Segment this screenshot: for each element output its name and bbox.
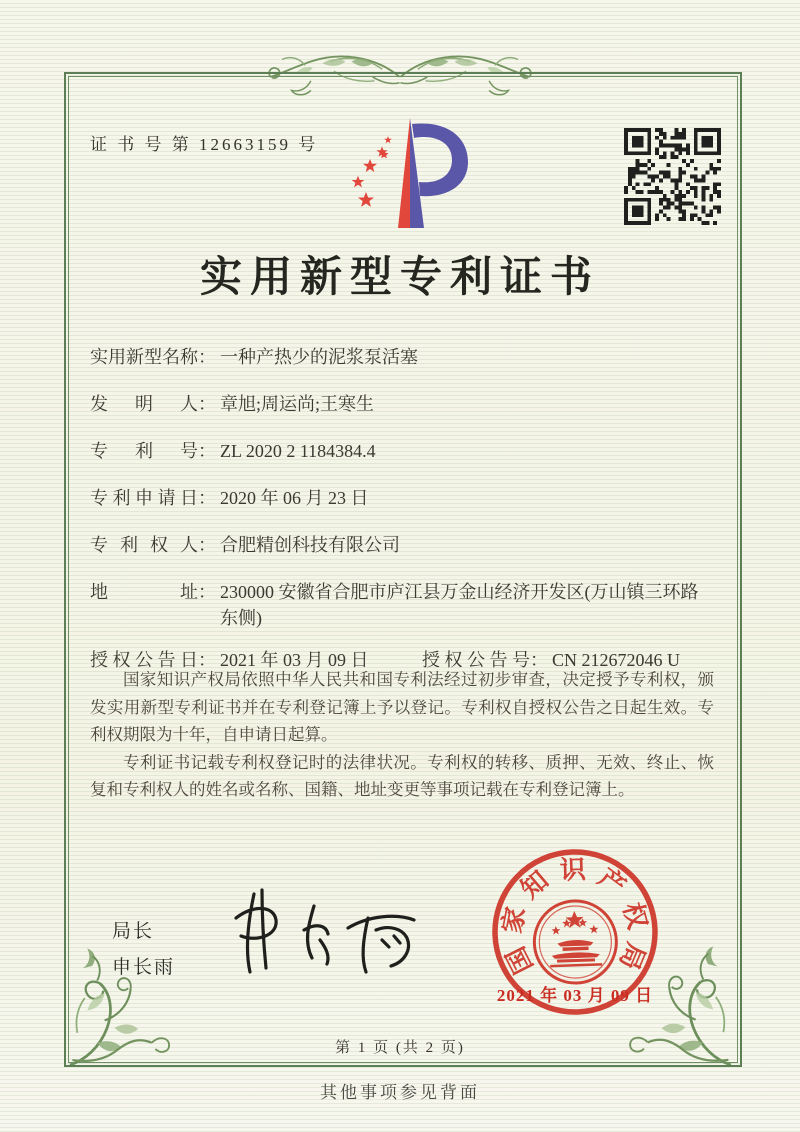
field-label: 授权公告号 <box>422 650 530 670</box>
field-row-filing-date: 专利申请日 ： 2020 年 06 月 23 日 <box>90 485 714 511</box>
seal-char: 知 <box>515 865 555 905</box>
field-list <box>90 344 714 694</box>
legal-text <box>90 666 714 804</box>
field-label: 实用新型名称 <box>90 347 198 367</box>
director-title: 局长 <box>112 921 155 942</box>
director-signature <box>214 878 430 986</box>
seal-char: 权 <box>617 899 653 933</box>
seal-char: 国 <box>500 941 539 979</box>
seal-char: 产 <box>592 862 631 902</box>
legal-paragraph-2: 专利证书记载专利权登记时的法律状况。专利权的转移、质押、无效、终止、恢复和专利权人的姓名或名称、国籍、地址变更等事项记载在专利登记簿上。 <box>90 752 714 799</box>
page-number: 第 1 页 (共 2 页) <box>335 1040 465 1056</box>
national-emblem <box>533 900 618 985</box>
director-name: 申长雨 <box>112 957 176 978</box>
field-label: 发明人 <box>90 394 198 414</box>
qr-code <box>624 128 721 225</box>
field-grant-number: 授权公告号 ： CN 212672046 U <box>422 647 714 673</box>
field-row-inventors: 发明人 ： 章旭;周运尚;王寒生 <box>90 391 714 417</box>
field-label: 专利申请日 <box>90 488 198 508</box>
seal-date: 2021 年 03 月 09 日 <box>496 986 654 1005</box>
field-row-address: 地址 ： 230000 安徽省合肥市庐江县万金山经济开发区(万山镇三环路东侧) <box>90 579 714 631</box>
certificate-number: 证 书 号 第 12663159 号 <box>90 135 319 154</box>
field-value-address: 230000 安徽省合肥市庐江县万金山经济开发区(万山镇三环路东侧) <box>220 582 699 628</box>
certificate-title: 实用新型专利证书 <box>199 255 600 301</box>
field-value-grant-number: CN 212672046 U <box>552 650 681 670</box>
seal-char: 识 <box>559 855 587 885</box>
field-row-patent-number: 专利号 ： ZL 2020 2 1184384.4 <box>90 438 714 464</box>
field-row-patent-name: 实用新型名称 ： 一种产热少的泥浆泵活塞 <box>90 344 714 370</box>
field-label: 地址 <box>90 582 198 602</box>
field-value-patent-name: 一种产热少的泥浆泵活塞 <box>220 347 418 367</box>
field-value-patentee: 合肥精创科技有限公司 <box>220 535 400 555</box>
field-grant-date: 授权公告日 ： 2021 年 03 月 09 日 <box>90 647 422 673</box>
legal-paragraph-1: 国家知识产权局依照中华人民共和国专利法经过初步审查，决定授予专利权，颁发实用新型专利证书并在专利登记簿上予以登记。专利权自授权公告之日起生效。专利权期限为十年，自申请日起算。 <box>90 670 714 744</box>
seal-char: 局 <box>613 938 651 974</box>
field-label: 专利号 <box>90 441 198 461</box>
field-value-grant-date: 2021 年 03 月 09 日 <box>220 650 369 670</box>
field-row-patentee: 专利权人 ： 合肥精创科技有限公司 <box>90 532 714 558</box>
back-side-note: 其他事项参见背面 <box>320 1083 480 1102</box>
field-value-patent-number: ZL 2020 2 1184384.4 <box>220 441 376 461</box>
seal-char: 家 <box>497 904 531 936</box>
field-value-filing-date: 2020 年 06 月 23 日 <box>220 488 369 508</box>
field-label: 专利权人 <box>90 535 198 555</box>
field-value-inventors: 章旭;周运尚;王寒生 <box>220 394 375 414</box>
cnipa-logo-icon <box>336 110 480 234</box>
field-label: 授权公告日 <box>90 650 198 670</box>
